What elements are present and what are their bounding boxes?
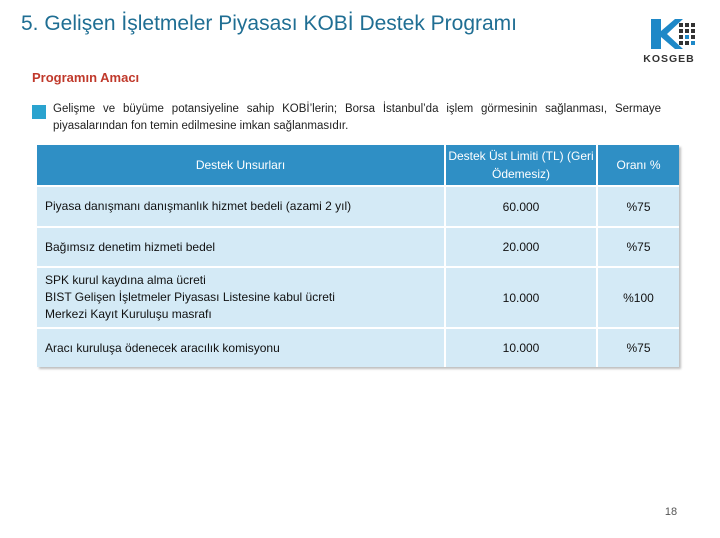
kosgeb-logo-text: KOSGEB [643, 53, 695, 65]
header-label: Oranı % [616, 158, 661, 172]
table-row-rate: %100 [598, 268, 679, 327]
table-row-rate: %75 [598, 329, 679, 367]
table-row-item: Piyasa danışmanı danışmanlık hizmet bedeli (azami 2 yıl) [37, 187, 444, 226]
item-line: BIST Gelişen İşletmeler Piyasası Listesine kabul ücreti [45, 290, 335, 304]
header-label: Destek Üst Limiti (TL) (Geri Ödemesiz) [448, 149, 594, 181]
table-row-item: Aracı kuruluşa ödenecek aracılık komisyonu [37, 329, 444, 367]
table-row-limit: 10.000 [446, 268, 596, 327]
kosgeb-logo-icon [637, 15, 701, 53]
table-row-rate: %75 [598, 187, 679, 226]
header-orani [598, 145, 679, 185]
support-table [37, 145, 679, 367]
page-number: 18 [664, 506, 678, 518]
table-row-rate: %75 [598, 228, 679, 266]
table-row-item [37, 268, 444, 327]
bullet-square-icon [32, 105, 46, 119]
table-row-limit: 10.000 [446, 329, 596, 367]
kosgeb-logo [637, 15, 701, 67]
slide-title: 5. Gelişen İşletmeler Piyasası KOBİ Destek Programı [21, 12, 518, 35]
section-heading: Programın Amacı [32, 70, 140, 85]
header-destek-limiti [446, 145, 596, 185]
table-row-limit: 60.000 [446, 187, 596, 226]
table-row-limit: 20.000 [446, 228, 596, 266]
item-line: Merkezi Kayıt Kuruluşu masrafı [45, 307, 212, 321]
table-row-item: Bağımsız denetim hizmeti bedel [37, 228, 444, 266]
header-destek-unsurlari [37, 145, 444, 185]
header-label: Destek Unsurları [195, 158, 286, 172]
program-purpose-text: Gelişme ve büyüme potansiyeline sahip KOBİ’lerin; Borsa İstanbul’da işlem görmesinin sağlanması, Sermaye piyasalarından fon temin edilmesine imkan sağlanmasıdır. [53, 103, 661, 132]
item-line: SPK kurul kaydına alma ücreti [45, 273, 206, 287]
